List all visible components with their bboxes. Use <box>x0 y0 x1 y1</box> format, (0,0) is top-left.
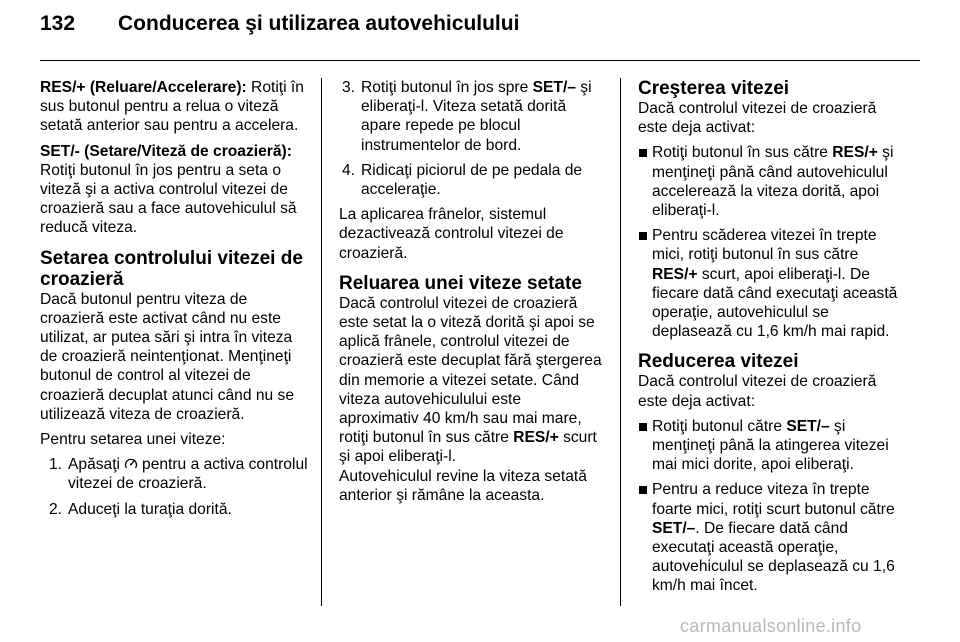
column-divider-2 <box>620 78 621 606</box>
bullet-text-post: şi menţineţi până la atingerea vitezei mai mici dorite, apoi eliberaţi. <box>652 417 889 474</box>
step-text-pre: Rotiţi butonul în jos spre <box>361 79 533 96</box>
resume-closing: Autovehiculul revine la viteza setată anterior şi rămâne la aceasta. <box>339 467 587 504</box>
brake-note: La aplicarea frânelor, sistemul dezactivează controlul vitezei de croazieră. <box>339 206 564 262</box>
step-text-post: pentru a activa controlul vitezei de croazieră. <box>68 456 308 493</box>
step-text-bold: SET/– <box>532 79 576 96</box>
decrease-intro: Dacă controlul vitezei de croazieră este deja activat: <box>638 373 877 410</box>
bullet-icon <box>638 143 652 220</box>
list-item <box>638 417 904 475</box>
set-description: Rotiţi butonul în jos pentru a seta o viteză şi a activa controlul vitezei de croazieră sau a face autovehiculul să reducă viteza. <box>40 161 297 237</box>
step-text-pre: Apăsaţi <box>68 456 121 474</box>
step-text: Ridicaţi piciorul de pe pedala de acceleraţie. <box>361 161 583 199</box>
bullet-text-bold: RES/+ <box>832 144 878 162</box>
step-number: 1. <box>48 456 62 474</box>
step-text <box>68 455 308 493</box>
section-heading-decrease: Reducerea vitezei <box>638 351 799 373</box>
bullet-text-post: şi menţineţi până când autovehiculul accelerează la viteza dorită, apoi eliberaţi-l. <box>652 144 894 220</box>
bullet-text-pre: Rotiţi butonul în sus către <box>652 144 833 162</box>
column-2 <box>339 78 605 511</box>
resume-body <box>339 294 605 467</box>
column-3 <box>638 78 904 602</box>
increase-bullets <box>638 143 904 341</box>
header-divider <box>40 60 920 61</box>
set-term: SET/- (Setare/Viteză de croazieră): <box>40 142 292 160</box>
bullet-text-pre: Pentru scăderea vitezei în trepte mici, rotiţi butonul în sus către <box>652 227 877 264</box>
decrease-bullets <box>638 417 904 596</box>
bullet-text-pre: Pentru a reduce viteza în trepte foarte mici, rotiţi scurt butonul către <box>652 481 895 518</box>
step-text: Aduceţi la turaţia dorită. <box>68 500 232 518</box>
section-heading-increase: Creşterea vitezei <box>638 78 790 99</box>
bullet-icon <box>638 480 652 595</box>
list-item <box>638 143 904 220</box>
bullet-text <box>652 226 904 341</box>
column-1 <box>40 78 308 525</box>
resume-body-post: scurt şi apoi eliberaţi-l. <box>339 429 597 466</box>
list-item <box>40 500 308 519</box>
set-definition <box>40 142 308 238</box>
bullet-text-pre: Rotiţi butonul către <box>652 417 787 435</box>
res-definition <box>40 78 308 136</box>
steps-list-continued <box>333 78 605 199</box>
list-item <box>40 455 308 493</box>
bullet-text-bold: SET/– <box>652 519 696 537</box>
step-number: 2. <box>48 500 62 518</box>
resume-body-pre: Dacă controlul vitezei de croazieră este setat la o viteză dorită şi apoi se aplică frânele, controlul vitezei de croazieră este decuplat fără ştergerea din memorie a vitezei setate. Când viteza autovehiculului este aproximativ 40 km/h sau mai mare, rotiţi butonul în sus către <box>339 294 602 447</box>
increase-intro: Dacă controlul vitezei de croazieră este deja activat: <box>638 100 877 137</box>
section-heading-resume: Reluarea unei viteze setate <box>339 272 582 294</box>
bullet-text-post: scurt, apoi eliberaţi-l. De fiecare dată când executaţi această operaţie, autovehiculul se deplasează cu 1,6 km/h mai rapid. <box>652 265 898 341</box>
res-term: RES/+ (Reluare/Accelerare): <box>40 79 247 96</box>
watermark: carmanualsonline.info <box>680 616 862 636</box>
bullet-text <box>652 417 904 475</box>
step-number: 3. <box>341 79 355 96</box>
step-text-post: şi eliberaţi-l. Viteza setată dorită apare repede pe blocul instrumentelor de bord. <box>361 79 592 154</box>
list-item <box>333 161 605 199</box>
steps-intro: Pentru setarea unei viteze: <box>40 431 226 449</box>
column-divider-1 <box>321 78 322 606</box>
section-heading-setting: Setarea controlului vitezei de croazieră <box>40 247 303 290</box>
page-number: 132 <box>40 12 76 35</box>
resume-body-bold: RES/+ <box>513 429 559 447</box>
setting-intro: Dacă butonul pentru viteza de croazieră este activat când nu este utilizat, ar putea sări şi intra în viteza de croazieră neintenţionat. Menţineţi butonul de control al vitezei de croazieră decuplat atunci când nu se utilizează viteza de croazieră. <box>40 290 294 423</box>
step-text <box>361 78 605 155</box>
bullet-text <box>652 143 904 220</box>
cruise-control-icon <box>124 457 138 471</box>
list-item <box>638 480 904 595</box>
bullet-text <box>652 480 904 595</box>
step-number: 4. <box>341 161 355 179</box>
list-item <box>638 226 904 341</box>
bullet-icon <box>638 417 652 475</box>
bullet-text-bold: RES/+ <box>652 265 698 283</box>
steps-list <box>40 455 308 519</box>
res-description: Rotiţi în sus butonul pentru a relua o viteză setată anterior sau pentru a accelera. <box>40 79 304 135</box>
bullet-text-bold: SET/– <box>786 417 830 435</box>
list-item <box>333 78 605 155</box>
bullet-icon <box>638 226 652 341</box>
page-header <box>40 12 920 48</box>
chapter-title: Conducerea şi utilizarea autovehiculului <box>118 12 520 35</box>
bullet-text-post: . De fiecare dată când executaţi această operaţie, autovehiculul se deplasează cu 1,6 km/h mai încet. <box>652 519 895 595</box>
